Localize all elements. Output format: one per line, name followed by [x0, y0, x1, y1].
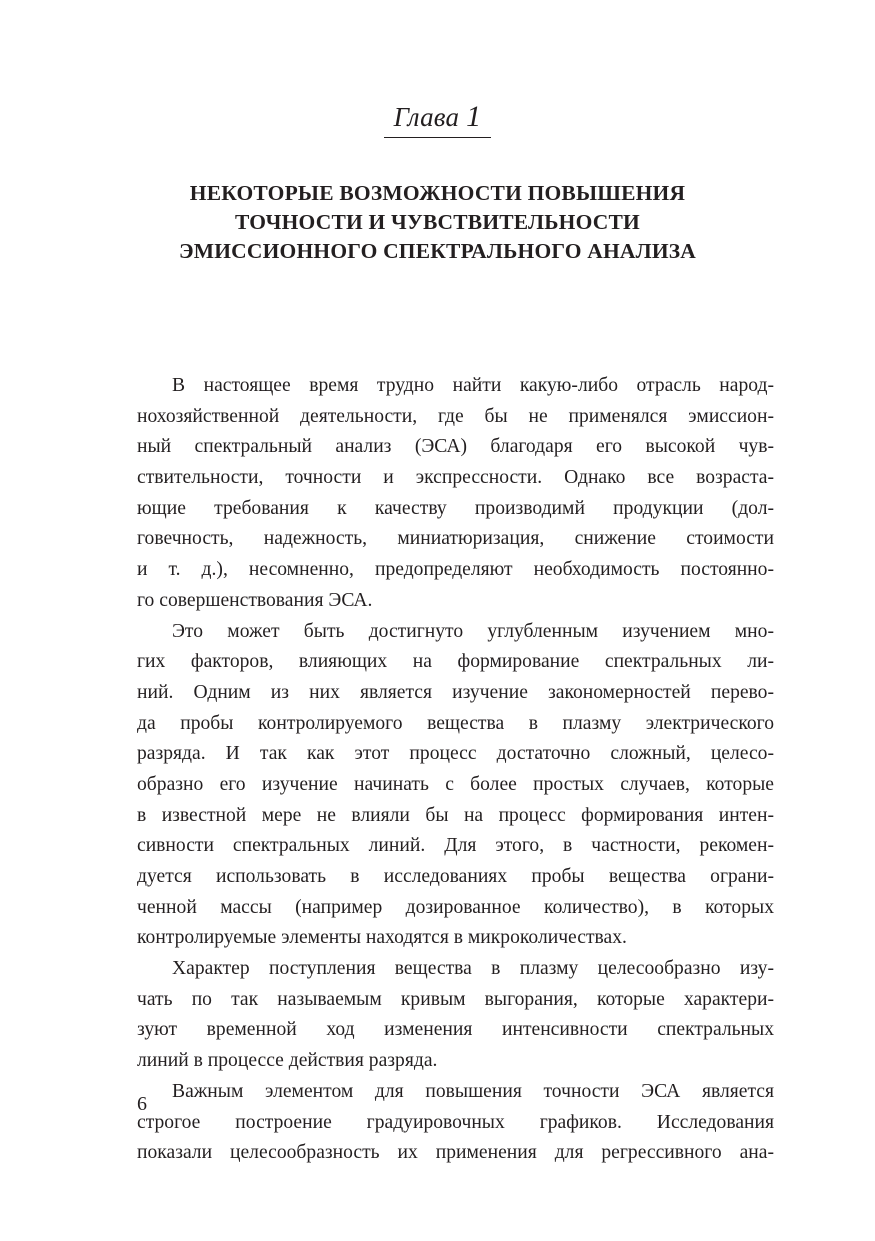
text-line: ний. Одним из них является изучение закономерностей перево- — [137, 681, 774, 703]
paragraph — [137, 371, 774, 617]
paragraph — [137, 617, 774, 955]
chapter-word: Глава — [393, 102, 460, 132]
chapter-title — [0, 179, 875, 266]
body-text — [137, 371, 774, 1169]
text-line: чать по так называемым кривым выгорания, которые характери- — [137, 988, 774, 1010]
text-line: Это может быть достигнуто углубленным изучением мно- — [172, 620, 774, 642]
text-line: В настоящее время трудно найти какую-либо отрасль народ- — [172, 375, 774, 396]
chapter-title-line: НЕКОТОРЫЕ ВОЗМОЖНОСТИ ПОВЫШЕНИЯ — [189, 181, 686, 205]
text-line: линий в процессе действия разряда. — [137, 1050, 438, 1072]
text-line: ный спектральный анализ (ЭСА) благодаря его высокой чув- — [137, 436, 774, 458]
paragraph — [137, 1077, 774, 1169]
text-line: показали целесообразность их применения для регрессивного ана- — [137, 1142, 774, 1164]
text-line: Характер поступления вещества в плазму целесообразно изу- — [172, 958, 774, 980]
text-line: дуется использовать в исследованиях пробы вещества ограни- — [137, 866, 774, 887]
chapter-label — [384, 100, 492, 138]
text-line: ющие требования к качеству производимй продукции (дол- — [137, 497, 774, 519]
text-line: строгое построение градуировочных графиков. Исследования — [137, 1111, 774, 1133]
chapter-title-line: ТОЧНОСТИ И ЧУВСТВИТЕЛЬНОСТИ — [235, 210, 640, 234]
text-line: Важным элементом для повышения точности ЭСА является — [172, 1080, 774, 1102]
text-line: разряда. И так как этот процесс достаточно сложный, целесо- — [137, 743, 774, 765]
text-line: зуют временной ход изменения интенсивности спектральных — [137, 1019, 774, 1041]
text-line: да пробы контролируемого вещества в плазму электрического — [137, 712, 774, 734]
page-number: 6 — [137, 1093, 147, 1115]
text-line: нохозяйственной деятельности, где бы не применялся эмиссион- — [137, 405, 774, 427]
text-line: контролируемые элементы находятся в микроколичествах. — [137, 927, 627, 949]
text-line: гих факторов, влияющих на формирование спектральных ли- — [137, 651, 774, 673]
paragraph — [137, 954, 774, 1077]
text-line: го совершенствования ЭСА. — [137, 589, 373, 611]
chapter-title-line: ЭМИССИОННОГО СПЕКТРАЛЬНОГО АНАЛИЗА — [178, 239, 697, 263]
text-line: ствительности, точности и экспрессности. Однако все возраста- — [137, 467, 774, 489]
text-line: образно его изучение начинать с более простых случаев, которые — [137, 773, 774, 795]
text-line: говечность, надежность, миниатюризация, снижение стоимости — [137, 528, 774, 550]
text-line: в известной мере не влияли бы на процесс формирования интен- — [137, 804, 774, 826]
chapter-heading — [0, 100, 875, 138]
text-line: сивности спектральных линий. Для этого, в частности, рекомен- — [137, 835, 774, 857]
text-line: ченной массы (например дозированное количество), в которых — [137, 896, 774, 918]
text-line: и т. д.), несомненно, предопределяют необходимость постоянно- — [137, 559, 774, 581]
chapter-number: 1 — [466, 100, 482, 133]
